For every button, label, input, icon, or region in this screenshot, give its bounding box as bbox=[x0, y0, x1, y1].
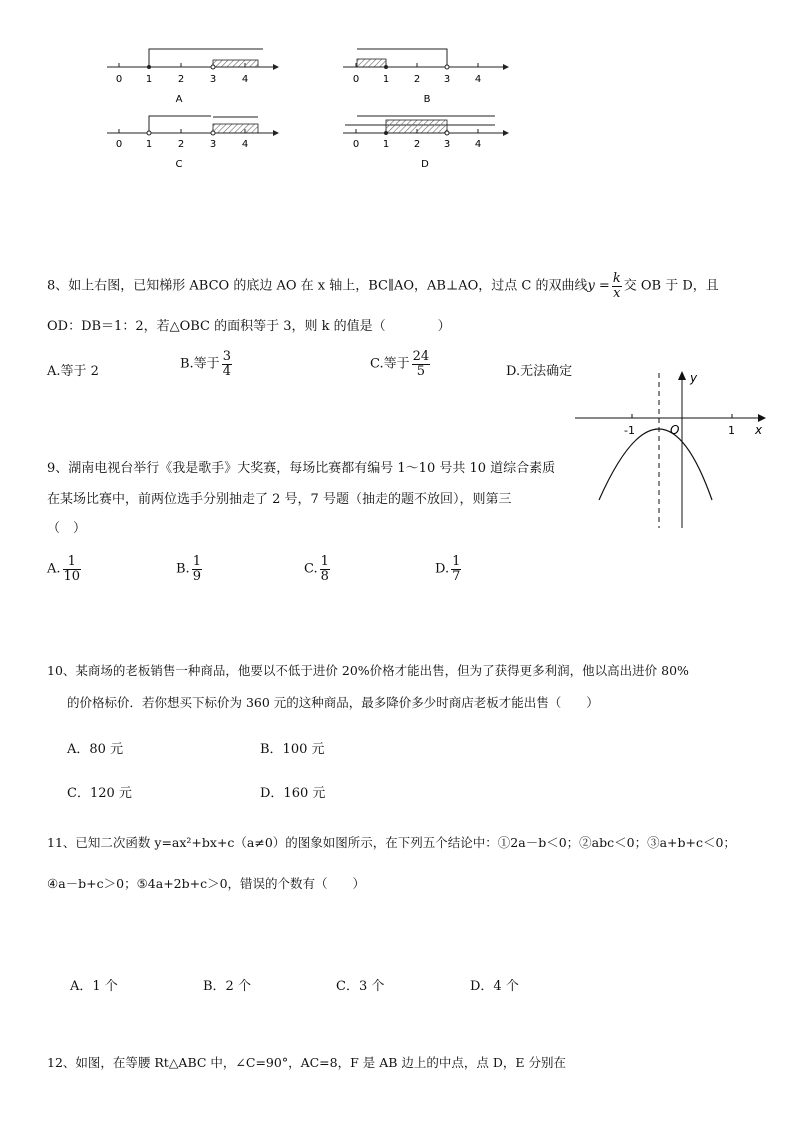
q9-line2: 在某场比赛中，前两位选手分别抽走了 2 号，7 号题（抽走的题不放回），则第三 bbox=[47, 492, 512, 507]
tick-label: 1 bbox=[145, 139, 153, 150]
q9-line3: （ ） bbox=[47, 521, 87, 536]
numberline-c bbox=[107, 116, 279, 170]
q10-line1: 10、某商场的老板销售一种商品，他要以不低于进价 20%价格才能出售，但为了获得更多利润，他以高出进价 80% bbox=[47, 663, 689, 678]
q11-option-b[interactable]: B．2 个 bbox=[203, 979, 251, 994]
tick-label: 1 bbox=[145, 74, 153, 85]
caption-c: C bbox=[175, 159, 183, 170]
q10-option-b[interactable]: B．100 元 bbox=[260, 742, 325, 757]
fraction-denominator: 10 bbox=[63, 568, 81, 584]
q9-option-b[interactable] bbox=[176, 555, 204, 583]
q11-option-d[interactable]: D．4 个 bbox=[470, 979, 519, 994]
caption-d: D bbox=[421, 159, 429, 170]
q8-line1 bbox=[47, 272, 719, 300]
q11-line2: ④a－b+c＞0；⑤4a+2b+c＞0，错误的个数有（ ） bbox=[47, 876, 366, 891]
fraction-denominator: 8 bbox=[320, 568, 329, 584]
q8-line2: OD：DB＝1：2，若△OBC 的面积等于 3，则 k 的值是（ ） bbox=[47, 319, 451, 334]
fraction-numerator: 1 bbox=[192, 554, 201, 569]
fraction-denominator: 9 bbox=[192, 568, 201, 584]
tick-label: 4 bbox=[474, 74, 482, 85]
fraction-numerator: 1 bbox=[320, 554, 329, 569]
tick-label: 2 bbox=[177, 74, 185, 85]
tick-label: 4 bbox=[474, 139, 482, 150]
option-prefix: B.等于 bbox=[180, 356, 220, 372]
parabola-graph bbox=[572, 368, 772, 533]
fraction-numerator: 1 bbox=[63, 555, 82, 570]
fraction-denominator: x bbox=[613, 285, 621, 301]
x-axis-label: x bbox=[755, 423, 763, 437]
fraction-numerator: k bbox=[612, 271, 621, 286]
q8-formula-lhs: y = bbox=[587, 278, 610, 294]
fraction-denominator: 5 bbox=[416, 363, 426, 379]
fraction-denominator: 7 bbox=[452, 568, 461, 584]
q10-option-d[interactable]: D．160 元 bbox=[260, 786, 326, 801]
y-axis-label: y bbox=[690, 371, 698, 385]
q11-option-c[interactable]: C．3 个 bbox=[336, 979, 385, 994]
fraction-denominator: 4 bbox=[222, 363, 231, 379]
q9-option-d[interactable] bbox=[435, 555, 463, 583]
q12-line1: 12、如图，在等腰 Rt△ABC 中，∠C=90°，AC=8，F 是 AB 边上的中点，点 D，E 分别在 bbox=[47, 1055, 566, 1070]
q8-option-a[interactable] bbox=[47, 360, 99, 379]
q10-line2: 的价格标价．若你想买下标价为 360 元的这种商品，最多降价多少时商店老板才能出售（ ） bbox=[67, 695, 599, 710]
caption-a: A bbox=[175, 94, 183, 105]
numberline-a bbox=[107, 49, 279, 105]
q9-line1: 9、湖南电视台举行《我是歌手》大奖赛，每场比赛都有编号 1～10 号共 10 道综合素质 bbox=[47, 461, 556, 476]
tick-label: 4 bbox=[241, 74, 249, 85]
tick-label: 0 bbox=[352, 139, 360, 150]
tick-label: 0 bbox=[115, 74, 123, 85]
q10-option-a[interactable]: A．80 元 bbox=[67, 742, 124, 757]
q9-option-c[interactable] bbox=[304, 555, 332, 583]
q10-option-c[interactable]: C．120 元 bbox=[67, 786, 132, 801]
q11-line1: 11、已知二次函数 y=ax²+bx+c（a≠0）的图象如图所示，在下列五个结论中：①2a－b＜0；②abc＜0；③a+b+c＜0； bbox=[47, 835, 736, 850]
option-prefix: A. bbox=[47, 561, 61, 577]
option-prefix: D.无法确定 bbox=[506, 364, 573, 379]
numberline-d bbox=[343, 116, 509, 170]
option-prefix: C.等于 bbox=[370, 356, 410, 372]
tick-label: 3 bbox=[443, 139, 451, 150]
tick-label: 0 bbox=[352, 74, 360, 85]
fraction-numerator: 3 bbox=[222, 349, 231, 364]
origin-label: O bbox=[670, 423, 680, 437]
tick-label: 2 bbox=[413, 139, 421, 150]
tick-label: 2 bbox=[413, 74, 421, 85]
tick-label: 2 bbox=[177, 139, 185, 150]
option-prefix: D. bbox=[435, 561, 450, 577]
numberline-b bbox=[343, 49, 509, 105]
tick-label-neg1: -1 bbox=[624, 424, 635, 437]
tick-label: 1 bbox=[382, 139, 390, 150]
tick-label: 0 bbox=[115, 139, 123, 150]
numberline-figures bbox=[95, 40, 525, 175]
q8-line1-post: 交 OB 于 D，且 bbox=[623, 278, 719, 294]
q8-option-b[interactable] bbox=[180, 350, 234, 378]
q8-formula-fraction bbox=[612, 272, 622, 300]
option-prefix: C. bbox=[304, 561, 318, 577]
fraction-numerator: 1 bbox=[452, 554, 461, 569]
q8-line1-pre: 8、如上右图，已知梯形 ABCO 的底边 AO 在 x 轴上，BC∥AO，AB⊥AO，过点 C 的双曲线 bbox=[47, 278, 588, 294]
option-prefix: B. bbox=[176, 561, 190, 577]
caption-b: B bbox=[423, 94, 431, 105]
q11-option-a[interactable]: A．1 个 bbox=[70, 979, 118, 994]
tick-label-1: 1 bbox=[728, 424, 735, 437]
tick-label: 3 bbox=[209, 74, 217, 85]
tick-label: 3 bbox=[209, 139, 217, 150]
q9-option-a[interactable] bbox=[47, 555, 83, 583]
tick-label: 3 bbox=[443, 74, 451, 85]
fraction-numerator: 24 bbox=[412, 349, 430, 364]
tick-label: 4 bbox=[241, 139, 249, 150]
option-prefix: A.等于 2 bbox=[47, 364, 99, 379]
q8-option-d[interactable] bbox=[506, 360, 572, 379]
q8-option-c[interactable] bbox=[370, 350, 432, 378]
tick-label: 1 bbox=[382, 74, 390, 85]
